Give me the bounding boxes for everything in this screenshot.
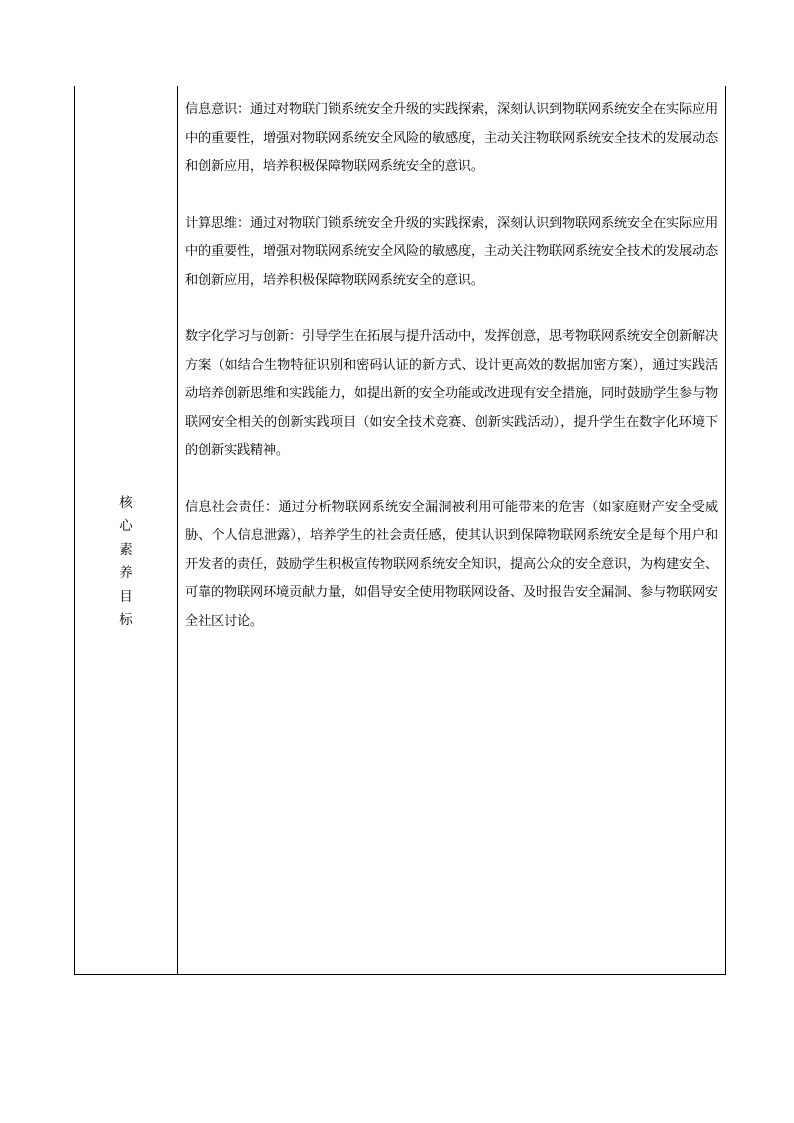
row-label-char: 心 <box>119 518 133 534</box>
objectives-table <box>74 86 726 975</box>
row-label-char: 养 <box>119 565 133 581</box>
objective-digital-learning-innovation: 数字化学习与创新：引导学生在拓展与提升活动中，发挥创意，思考物联网系统安全创新解决方案（如结合生物特征识别和密码认证的新方式、设计更高效的数据加密方案），通过实践活动培养创新思维和实践能力，如提出新的安全功能或改进现有安全措施，同时鼓励学生参与物联网安全相关的创新实践项目（如安全技术竞赛、创新实践活动），提升学生在数字化环境下的创新实践精神。 <box>185 329 718 458</box>
objectives-content-cell <box>185 96 718 664</box>
row-label-char: 素 <box>119 541 133 558</box>
objective-information-awareness: 信息意识：通过对物联门锁系统安全升级的实践探索，深刻认识到物联网系统安全在实际应用中的重要性，增强对物联网系统安全风险的敏感度，主动关注物联网系统安全技术的发展动态和创新应用，培养积极保障物联网系统安全的意识。 <box>185 102 718 174</box>
row-label-char: 目 <box>119 588 133 605</box>
objective-social-responsibility: 信息社会责任：通过分析物联网系统安全漏洞被利用可能带来的危害（如家庭财产安全受威胁、个人信息泄露），培养学生的社会责任感，使其认识到保障物联网系统安全是每个用户和开发者的责任，鼓励学生积极宣传物联网系统安全知识，提高公众的安全意识，为构建安全、可靠的物联网环境贡献力量，如倡导安全使用物联网设备、及时报告安全漏洞、参与物联网安全社区讨论。 <box>185 499 718 629</box>
row-label-char: 标 <box>119 612 133 628</box>
row-label-char: 核 <box>119 494 133 511</box>
row-label-cell <box>75 86 177 974</box>
row-label <box>119 492 133 633</box>
objective-computational-thinking: 计算思维：通过对物联门锁系统安全升级的实践探索，深刻认识到物联网系统安全在实际应用中的重要性，增强对物联网系统安全风险的敏感度，主动关注物联网系统安全技术的发展动态和创新应用，培养积极保障物联网系统安全的意识。 <box>185 215 718 288</box>
column-divider <box>177 86 178 974</box>
